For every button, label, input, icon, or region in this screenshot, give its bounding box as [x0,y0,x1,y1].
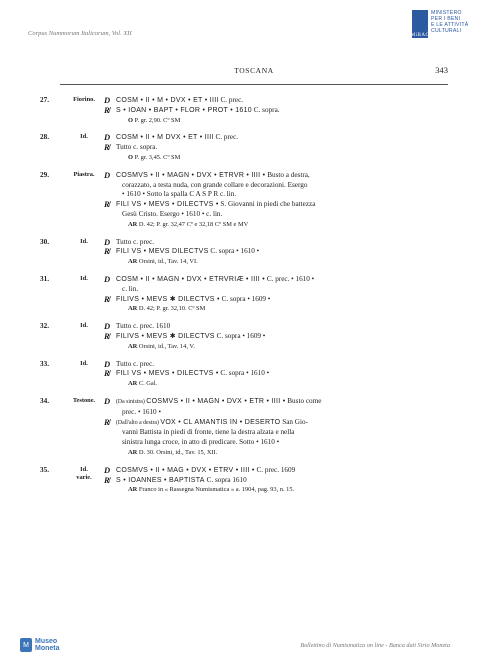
obverse-symbol: D [104,395,111,406]
specimen-details [116,220,450,230]
coin-type: Id. [80,274,88,282]
coin-type: Testone. [72,396,96,404]
reverse-line [104,368,450,379]
metal-symbol: AR [128,342,138,350]
obverse-symbol: D [104,236,111,247]
obverse-description: C. prec. [215,133,239,142]
reverse-description: S. Giovanni in piedi che battezza [220,200,316,209]
coin-type: Id. [80,237,88,245]
catalogue-entry [20,275,450,314]
metal-symbol: O [128,116,133,124]
page-header [60,66,448,80]
obverse-continuation: c. lin. [122,284,139,293]
reverse-continuation: sinistra lunga croce, in atto di predicare. Sotto • 1610 • [122,438,280,447]
reverse-block [104,368,450,379]
obverse-symbol: D [104,95,111,105]
specimen-reference: Orsini, id., Tav. 14, VI. [138,258,198,266]
reverse-description: Tutto c. sopra. [116,143,158,152]
obverse-line [104,395,450,408]
obverse-legend: COSMVS • II • MAGN • DVX • ETR • IIII • [146,397,286,405]
obverse-line [104,321,450,332]
obverse-block [104,273,450,295]
obverse-block [104,464,450,476]
specimen-details [116,116,450,126]
reverse-legend: FILIVS • MEVS ✱ DILECTVS • [116,295,220,303]
coin-type: Id. [80,359,88,367]
reverse-symbol: R̸ [104,368,110,379]
obverse-legend: COSM • II • M DVX • ET • IIII [116,134,214,142]
obverse-continuation: prec. • 1610 • [122,407,161,416]
obverse-description: C. prec. [220,96,244,104]
reverse-symbol: R̸ [104,416,110,427]
reverse-continuation: Gesù Cristo. Esergo • 1610 • c. lin. [122,209,223,218]
reverse-line [104,474,450,486]
reverse-symbol: R̸ [104,199,110,210]
obverse-legend: COSMVS • II • MAG • DVX • ETRV • IIII • [116,466,255,474]
coin-type: Id. [80,133,88,141]
obverse-description: Busto come [287,396,322,405]
reverse-continuation: vanni Battista in piedi di fronte, tiene la destra alzata e nella [122,428,295,437]
reverse-legend: S • IOAN • BAPT • FLOR • PROT • 1610 [116,106,252,114]
reverse-block [104,293,450,305]
obverse-direction: (Da sinistra) [116,398,147,405]
specimen-details [116,304,450,314]
reverse-legend: VOX • CL AMANTIS IN • DESERTO [160,418,281,426]
reverse-line [104,104,450,116]
reverse-block [104,199,450,220]
obverse-description: Tutto c. prec. [116,359,155,368]
reverse-description: C. sopra • 1610 • [220,369,270,378]
specimen-details [116,257,450,267]
specimen-details [116,153,450,163]
catalogue-entry [20,322,450,351]
obverse-symbol: D [104,464,111,475]
obverse-description: C. prec. • 1610 • [266,274,315,283]
obverse-description: Tutto c. prec. 1610 [116,322,171,331]
catalogue-entry [20,133,450,162]
reverse-legend: S • IOANNES • BAPTISTA [116,476,205,484]
reverse-line [104,142,450,153]
obverse-line [104,95,450,106]
metal-symbol: O [128,153,133,161]
catalogue-entries [20,96,450,503]
obverse-line [104,358,450,370]
obverse-symbol: D [104,321,111,332]
specimen-reference: D. 42; P. gr. 32,10. Cº SM [138,305,206,313]
specimen-details [116,379,450,389]
entry-number: 31. [40,274,49,283]
reverse-block [104,416,450,448]
obverse-continuation: corazzato, a testa nuda, con grande collare e decorazioni. Esergo [122,180,308,189]
reverse-direction: (Dall'alto a destra) [116,419,161,426]
entry-number: 34. [40,396,49,405]
obverse-description: Busto a destra, [267,170,310,179]
running-title: TOSCANA [234,66,274,75]
metal-symbol: AR [128,258,138,266]
reverse-legend: FILIVS • MEVS ✱ DILECTVS [116,332,215,340]
reverse-line [104,330,450,342]
reverse-description: C. sopra 1610 [206,475,247,484]
obverse-legend: COSMVS • II • MAGN • DVX • ETRVR • IIII • [116,171,266,179]
reverse-block [104,474,450,486]
reverse-symbol: R̸ [104,142,110,153]
obverse-symbol: D [104,132,111,143]
obverse-legend: COSM • II • MAGN • DVX • ETRVRIÆ • IIII • [116,275,266,283]
catalogue-entry [20,238,450,267]
reverse-block [104,104,450,116]
obverse-symbol: D [104,358,111,369]
specimen-reference: P. gr. 2,90. Cº SM [134,116,181,124]
specimen-reference: C. Gal. [138,380,158,388]
ministry-emblem-icon: MiBAC [412,10,428,38]
coin-type: Id. varie. [76,465,92,481]
metal-symbol: AR [128,486,138,494]
reverse-description: C. sopra • 1610 • [210,247,260,256]
reverse-description: C. sopra • 1609 • [216,331,266,340]
reverse-line [104,246,450,257]
entry-number: 33. [40,359,49,368]
reverse-symbol: R̸ [104,104,110,115]
entry-number: 35. [40,465,49,474]
entry-number: 30. [40,237,49,246]
entry-number: 32. [40,322,49,331]
reverse-description: San Gio- [282,417,308,426]
corpus-title-note: Corpus Nummorum Italicorum, Vol. XII [28,30,132,37]
museo-moneta-icon: M [20,638,32,652]
obverse-description: Tutto c. prec. [116,237,155,246]
footer-logo-text: Museo Moneta [35,638,60,652]
header-divider [60,84,448,85]
obverse-continuation: • 1610 • Sotto la spalla C A S P R c. lin. [122,190,237,199]
reverse-block [104,142,450,153]
reverse-description: C. sopra. [253,105,280,114]
catalogue-entry [20,360,450,389]
reverse-block [104,330,450,342]
reverse-block [104,246,450,257]
specimen-reference: D. 42; P. gr. 32,47 Cº e 32,18 Cº SM e MV [138,220,249,228]
reverse-legend: FILI VS • MEVS DILECTVS [116,248,209,256]
specimen-reference: D. 30. Orsini, id., Tav. 15, XII. [138,448,218,456]
obverse-line [104,236,450,248]
obverse-line [104,464,450,476]
reverse-legend: FILI VS • MEVS • DILECTVS • [116,201,219,209]
specimen-details [116,342,450,352]
specimen-reference: P. gr. 3,45. Cº SM [134,153,181,161]
reverse-line [104,416,450,429]
page-number: 343 [435,65,448,75]
entry-number: 27. [40,96,49,104]
obverse-symbol: D [104,169,111,180]
obverse-block [104,321,450,332]
obverse-symbol: D [104,273,111,284]
ministry-logo [412,10,468,38]
obverse-block [104,358,450,370]
reverse-description: C. sopra • 1609 • [221,294,271,303]
metal-symbol: AR [128,380,138,388]
obverse-line [104,169,450,181]
reverse-symbol: R̸ [104,246,110,257]
specimen-reference: Orsini, id., Tav. 14, V. [138,342,195,350]
catalogue-entry [20,466,450,495]
footer-note: Bollettino di Numismatica on line - Banca dati Sirio Moneta [300,642,450,649]
obverse-line [104,132,450,143]
reverse-symbol: R̸ [104,293,110,304]
obverse-block [104,236,450,248]
catalogue-entry [20,397,450,458]
obverse-legend: COSM • II • M • DVX • ET • IIII [116,97,219,104]
specimen-reference: Franco in « Rassegna Numismatica » a. 1904, pag. 93, n. 15. [138,486,295,494]
coin-type: Piastra. [73,170,95,178]
specimen-details [116,448,450,458]
metal-symbol: AR [128,305,138,313]
metal-symbol: AR [128,448,138,456]
ministry-text: MINISTERO PER I BENI E LE ATTIVITÀ CULTURALI [431,10,469,34]
reverse-symbol: R̸ [104,474,110,485]
footer-logo [20,638,60,652]
obverse-line [104,273,450,285]
entry-number: 29. [40,170,49,179]
metal-symbol: AR [128,220,138,228]
entry-number: 28. [40,133,49,142]
specimen-details [116,485,450,495]
obverse-block [104,169,450,200]
catalogue-entry [20,96,450,125]
obverse-block [104,95,450,106]
obverse-block [104,395,450,418]
reverse-symbol: R̸ [104,330,110,341]
reverse-line [104,199,450,210]
catalogue-entry [20,171,450,230]
coin-type: Fiorino. [73,96,95,103]
obverse-block [104,132,450,143]
obverse-description: C. prec. 1609 [256,465,296,474]
reverse-legend: FILI VS • MEVS • DILECTVS • [116,370,219,378]
coin-type: Id. [80,322,88,330]
reverse-line [104,293,450,305]
